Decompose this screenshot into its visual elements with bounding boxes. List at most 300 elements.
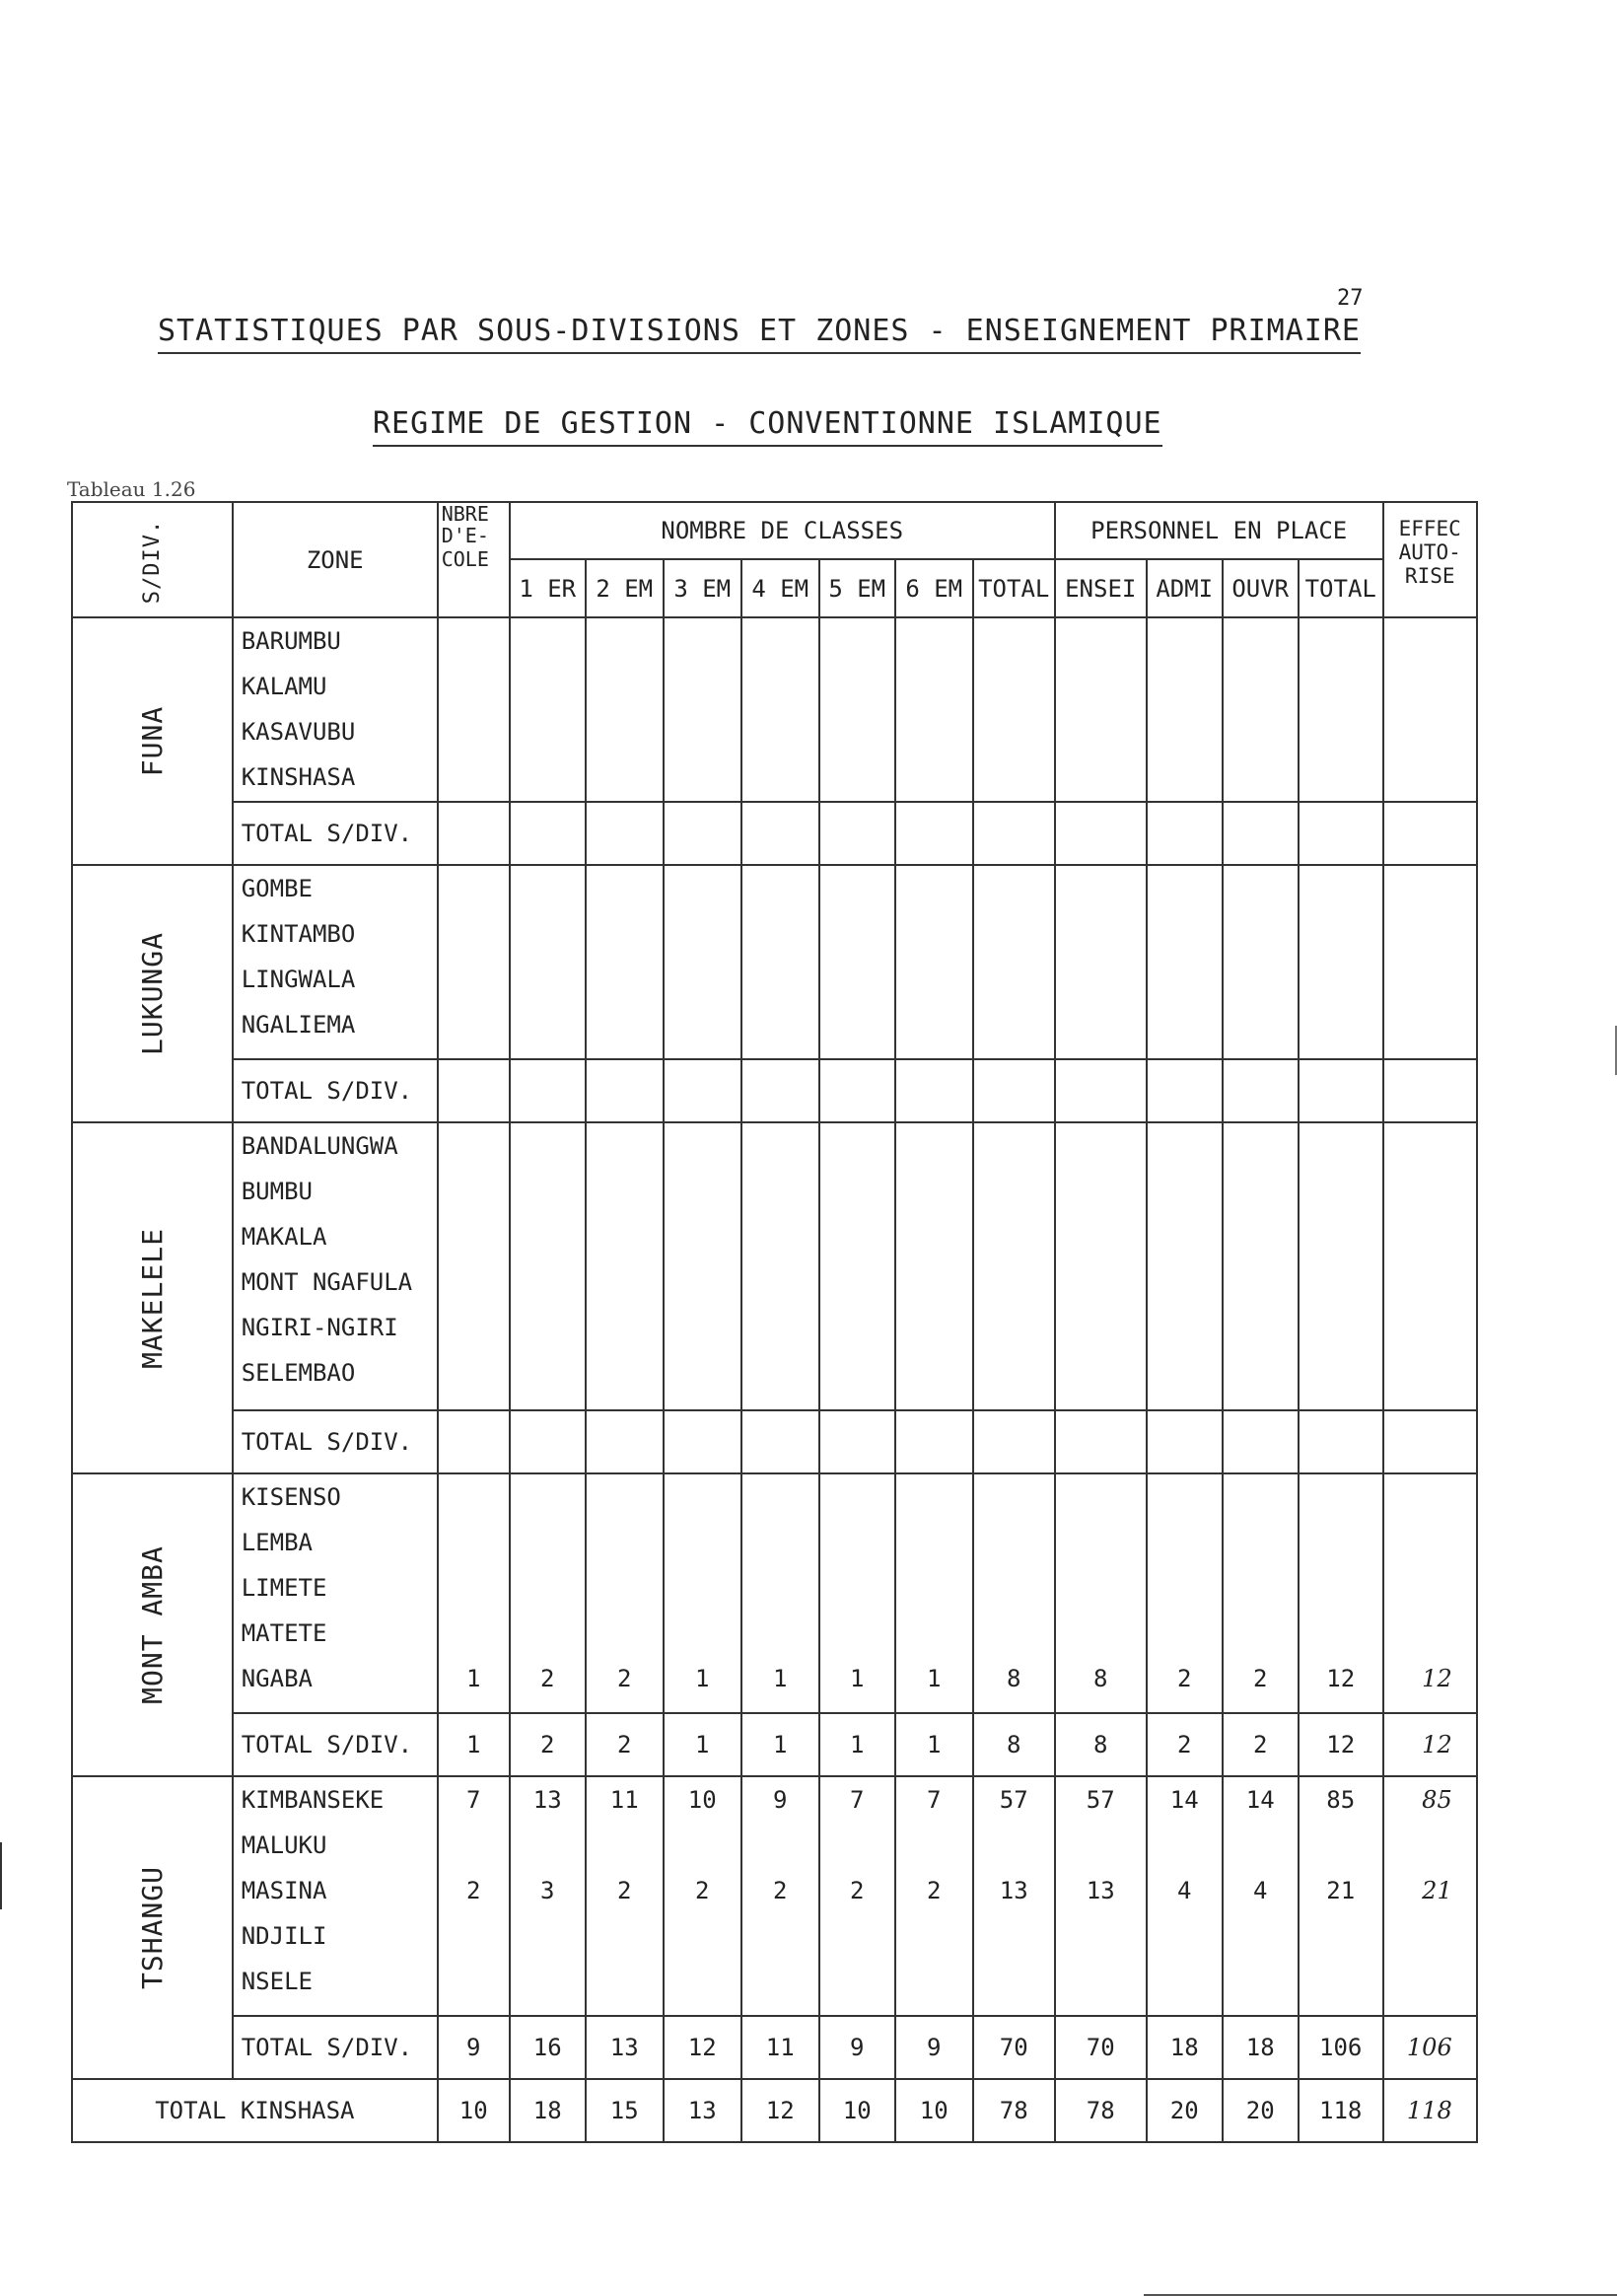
total-cell: 70 (973, 2016, 1055, 2079)
data-cell: 2 (926, 1877, 942, 1904)
data-column (664, 617, 741, 802)
data-cell (1056, 1913, 1146, 1959)
data-cell (896, 1474, 972, 1520)
data-cell (974, 1350, 1054, 1396)
zone-name: SELEMBAO (241, 1359, 356, 1387)
page-subtitle: REGIME DE GESTION - CONVENTIONNE ISLAMIQUE (373, 406, 1162, 447)
data-cell (665, 709, 740, 754)
data-cell (974, 1259, 1054, 1305)
total-cell: 2 (1223, 1713, 1299, 1776)
data-cell (665, 1611, 740, 1656)
data-cell (1384, 1823, 1452, 1868)
data-cell (1384, 1259, 1452, 1305)
data-cell: 2 (465, 1877, 481, 1904)
data-cell (1384, 709, 1452, 754)
data-cell (1148, 1259, 1222, 1305)
grand-total-row (72, 2079, 1477, 2142)
data-cell (1384, 1611, 1452, 1656)
subdivision-total-row (72, 1410, 1477, 1473)
data-cell: 8 (1006, 1665, 1021, 1692)
data-cell (1148, 1002, 1222, 1047)
zone-list (233, 1122, 438, 1410)
data-cell: 57 (1086, 1786, 1115, 1814)
data-cell: 11 (609, 1786, 639, 1814)
total-cell (510, 1059, 586, 1122)
data-cell (1056, 1611, 1146, 1656)
data-cell (1056, 754, 1146, 800)
data-column (741, 1122, 819, 1410)
data-column (1147, 1473, 1223, 1713)
data-cell: 21 (1326, 1877, 1356, 1904)
data-cell (1056, 911, 1146, 957)
data-cell (587, 866, 663, 911)
data-cell (742, 1565, 818, 1611)
data-cell (1384, 957, 1452, 1002)
data-cell: 1 (772, 1665, 788, 1692)
data-cell (1384, 1350, 1452, 1396)
data-cell (1148, 911, 1222, 957)
data-cell (511, 1565, 585, 1611)
grand-total-cell: 78 (973, 2079, 1055, 2142)
data-cell: 1 (465, 1665, 481, 1692)
total-cell: 12 (1299, 1713, 1383, 1776)
data-cell (896, 754, 972, 800)
zone-name: NSELE (241, 1968, 313, 1995)
data-cell (587, 911, 663, 957)
data-cell (820, 1474, 894, 1520)
data-cell (511, 957, 585, 1002)
data-cell (439, 1959, 509, 2004)
data-cell (974, 911, 1054, 957)
column-header: ADMI (1147, 559, 1223, 617)
data-column (438, 865, 510, 1059)
data-cell (742, 1520, 818, 1565)
column-header: TOTAL (973, 559, 1055, 617)
data-cell (1300, 664, 1382, 709)
data-column (586, 1122, 664, 1410)
data-cell: 57 (999, 1786, 1028, 1814)
data-cell: 4 (1252, 1877, 1268, 1904)
data-cell (742, 957, 818, 1002)
data-cell (1056, 1214, 1146, 1259)
total-cell (1223, 1059, 1299, 1122)
total-cell: 13 (586, 2016, 664, 2079)
zone-name: KISENSO (241, 1483, 341, 1511)
zone-name: MALUKU (241, 1831, 327, 1859)
total-cell (438, 1059, 510, 1122)
data-cell (742, 1259, 818, 1305)
data-cell (974, 1520, 1054, 1565)
data-cell (742, 1913, 818, 1959)
data-column (1055, 1473, 1147, 1713)
total-cell: 11 (741, 2016, 819, 2079)
data-column (973, 1473, 1055, 1713)
data-cell (1148, 1520, 1222, 1565)
total-cell: 2 (510, 1713, 586, 1776)
data-cell (1056, 1305, 1146, 1350)
data-column (1299, 617, 1383, 802)
data-cell (665, 1474, 740, 1520)
data-cell (896, 1214, 972, 1259)
zone-name: KIMBANSEKE (241, 1786, 385, 1814)
data-cell (896, 1565, 972, 1611)
data-cell (665, 754, 740, 800)
grand-total-cell: 78 (1055, 2079, 1147, 2142)
data-cell (820, 911, 894, 957)
data-cell (820, 1123, 894, 1169)
total-cell (586, 1059, 664, 1122)
data-cell (1224, 754, 1298, 800)
data-cell (896, 1959, 972, 2004)
data-cell (742, 664, 818, 709)
data-cell (1300, 1002, 1382, 1047)
data-column (510, 1473, 586, 1713)
grand-total-cell: 20 (1147, 2079, 1223, 2142)
data-cell: 12 (1422, 1665, 1452, 1692)
data-cell (587, 1350, 663, 1396)
data-column (895, 1122, 973, 1410)
total-cell (664, 1059, 741, 1122)
grand-total-cell: 118 (1383, 2079, 1477, 2142)
data-column (1055, 865, 1147, 1059)
data-cell (587, 1259, 663, 1305)
data-cell (587, 664, 663, 709)
total-cell (510, 802, 586, 865)
data-cell (1148, 618, 1222, 664)
data-cell (1384, 1959, 1452, 2004)
data-cell: 2 (616, 1877, 632, 1904)
zone-name: BUMBU (241, 1178, 313, 1205)
data-cell (439, 618, 509, 664)
data-cell (820, 1520, 894, 1565)
subdivision-total-row (72, 2016, 1477, 2079)
data-column (510, 865, 586, 1059)
data-cell (439, 1913, 509, 1959)
zone-name: GOMBE (241, 875, 313, 902)
data-cell (1300, 1169, 1382, 1214)
zone-list (233, 1776, 438, 2016)
zone-name: KALAMU (241, 673, 327, 700)
data-cell (511, 1913, 585, 1959)
zone-name: MATETE (241, 1619, 327, 1647)
data-cell (896, 1123, 972, 1169)
data-cell (511, 866, 585, 911)
total-cell (1383, 802, 1477, 865)
data-column (895, 1776, 973, 2016)
data-cell (1300, 1913, 1382, 1959)
data-cell (511, 1214, 585, 1259)
total-cell: 12 (1383, 1713, 1477, 1776)
data-cell (511, 1169, 585, 1214)
data-cell (820, 618, 894, 664)
data-column (1147, 617, 1223, 802)
data-cell (974, 1214, 1054, 1259)
subdivision-name: MAKELELE (72, 1122, 233, 1473)
sdiv-header: S/DIV. (72, 502, 233, 617)
data-cell (974, 957, 1054, 1002)
data-cell (1148, 1305, 1222, 1350)
data-cell (974, 1474, 1054, 1520)
data-cell (511, 911, 585, 957)
data-cell (820, 1913, 894, 1959)
column-header: ENSEI (1055, 559, 1147, 617)
data-cell (587, 1611, 663, 1656)
data-cell (1224, 1259, 1298, 1305)
data-column (973, 617, 1055, 802)
data-cell (820, 866, 894, 911)
zone-name: NDJILI (241, 1922, 327, 1950)
data-cell (665, 1913, 740, 1959)
total-cell: 1 (819, 1713, 895, 1776)
total-cell: 9 (895, 2016, 973, 2079)
data-cell (587, 1913, 663, 1959)
data-cell (1300, 1474, 1382, 1520)
data-column (1299, 1122, 1383, 1410)
data-column (1055, 1122, 1147, 1410)
data-cell (1224, 709, 1298, 754)
data-cell (1300, 1214, 1382, 1259)
data-cell (1224, 1123, 1298, 1169)
data-cell (742, 1474, 818, 1520)
total-cell: 1 (741, 1713, 819, 1776)
total-cell (973, 802, 1055, 865)
data-column (1055, 617, 1147, 802)
total-cell (1147, 802, 1223, 865)
data-cell (1148, 866, 1222, 911)
data-cell (1384, 1474, 1452, 1520)
data-cell: 13 (1086, 1877, 1115, 1904)
data-cell (1224, 1474, 1298, 1520)
zone-header: ZONE (233, 502, 438, 617)
data-cell (665, 911, 740, 957)
total-cell: 8 (1055, 1713, 1147, 1776)
data-column (664, 865, 741, 1059)
data-column (1223, 865, 1299, 1059)
data-cell (665, 957, 740, 1002)
total-cell (438, 802, 510, 865)
data-cell (974, 618, 1054, 664)
data-cell: 14 (1169, 1786, 1199, 1814)
data-column (586, 1473, 664, 1713)
data-cell (896, 1169, 972, 1214)
zone-list (233, 1473, 438, 1713)
total-cell (1055, 802, 1147, 865)
total-cell (586, 1410, 664, 1473)
data-cell (974, 1123, 1054, 1169)
data-cell (1056, 664, 1146, 709)
data-cell (1148, 1959, 1222, 2004)
data-cell (742, 618, 818, 664)
table-reference: Tableau 1.26 (67, 477, 196, 501)
data-column (1383, 1122, 1477, 1410)
data-cell (820, 1565, 894, 1611)
data-cell (974, 1169, 1054, 1214)
total-cell: 1 (438, 1713, 510, 1776)
data-cell (511, 1259, 585, 1305)
data-column (1223, 1776, 1299, 2016)
total-cell (973, 1059, 1055, 1122)
data-cell (587, 1214, 663, 1259)
subdivision-total-row (72, 1713, 1477, 1776)
data-column (1223, 1473, 1299, 1713)
data-column (895, 865, 973, 1059)
total-cell: 1 (664, 1713, 741, 1776)
data-column (664, 1122, 741, 1410)
data-cell (820, 1259, 894, 1305)
data-column (1223, 617, 1299, 802)
data-column (586, 1776, 664, 2016)
data-cell (439, 754, 509, 800)
column-header: 4 EM (741, 559, 819, 617)
data-cell (974, 1565, 1054, 1611)
data-cell (1148, 1474, 1222, 1520)
data-cell (439, 664, 509, 709)
data-column (1299, 1776, 1383, 2016)
data-cell (511, 1959, 585, 2004)
data-cell (511, 1002, 585, 1047)
data-cell (1300, 911, 1382, 957)
data-column (1223, 1122, 1299, 1410)
data-cell (511, 618, 585, 664)
data-cell (1056, 1259, 1146, 1305)
data-cell (511, 1823, 585, 1868)
data-cell (1224, 618, 1298, 664)
data-cell (511, 1123, 585, 1169)
data-cell (587, 1823, 663, 1868)
total-cell (895, 802, 973, 865)
data-cell (742, 1823, 818, 1868)
data-cell (1148, 1214, 1222, 1259)
data-column (1147, 865, 1223, 1059)
data-cell (1148, 1169, 1222, 1214)
total-cell (1383, 1059, 1477, 1122)
grand-total-cell: 10 (438, 2079, 510, 2142)
data-cell (1056, 1959, 1146, 2004)
data-cell (742, 866, 818, 911)
data-column (819, 1473, 895, 1713)
subdivision-total-row (72, 1059, 1477, 1122)
data-cell (1300, 1350, 1382, 1396)
zone-name: NGIRI-NGIRI (241, 1314, 398, 1341)
data-cell (665, 1214, 740, 1259)
total-sdiv-label: TOTAL S/DIV. (233, 802, 438, 865)
data-cell (1384, 664, 1452, 709)
data-cell: 1 (926, 1665, 942, 1692)
zone-name: KINTAMBO (241, 920, 356, 948)
data-cell (974, 709, 1054, 754)
data-cell (1384, 866, 1452, 911)
total-cell (586, 802, 664, 865)
data-cell (896, 709, 972, 754)
data-cell: 21 (1422, 1877, 1452, 1904)
subdivision-name: LUKUNGA (72, 865, 233, 1122)
data-cell: 1 (849, 1665, 865, 1692)
data-cell (1300, 754, 1382, 800)
subdivision-total-row (72, 802, 1477, 865)
total-cell: 2 (1147, 1713, 1223, 1776)
data-cell (439, 1002, 509, 1047)
data-cell: 12 (1326, 1665, 1356, 1692)
data-cell (587, 1169, 663, 1214)
data-cell (1224, 1520, 1298, 1565)
data-cell (742, 754, 818, 800)
data-cell (1300, 1520, 1382, 1565)
grand-total-cell: 10 (895, 2079, 973, 2142)
data-cell (1384, 911, 1452, 957)
data-cell (1224, 911, 1298, 957)
data-cell (1056, 1169, 1146, 1214)
data-cell (1224, 1823, 1298, 1868)
data-cell: 8 (1092, 1665, 1108, 1692)
data-cell (1300, 1565, 1382, 1611)
zone-name: KASAVUBU (241, 718, 356, 746)
data-cell (1384, 1169, 1452, 1214)
total-cell: 18 (1147, 2016, 1223, 2079)
total-cell: 9 (438, 2016, 510, 2079)
subdivision-block (72, 865, 1477, 1059)
data-column (438, 1473, 510, 1713)
data-cell (896, 618, 972, 664)
data-cell (439, 1214, 509, 1259)
data-cell (1224, 866, 1298, 911)
data-column (438, 1776, 510, 2016)
total-sdiv-label: TOTAL S/DIV. (233, 2016, 438, 2079)
data-cell (439, 957, 509, 1002)
grand-total-cell: 118 (1299, 2079, 1383, 2142)
data-column (1383, 865, 1477, 1059)
zone-name: MASINA (241, 1877, 327, 1904)
data-cell (587, 1474, 663, 1520)
data-column (664, 1776, 741, 2016)
data-column (438, 1122, 510, 1410)
grand-total-label: TOTAL KINSHASA (72, 2079, 438, 2142)
data-cell (665, 1002, 740, 1047)
classes-group-header: NOMBRE DE CLASSES (510, 502, 1055, 559)
data-cell (439, 1520, 509, 1565)
total-cell (819, 802, 895, 865)
data-cell (742, 1305, 818, 1350)
data-cell (1056, 1123, 1146, 1169)
data-cell (1148, 1565, 1222, 1611)
total-cell (819, 1410, 895, 1473)
total-cell (510, 1410, 586, 1473)
data-cell (511, 1611, 585, 1656)
data-cell (439, 1611, 509, 1656)
data-cell (587, 1959, 663, 2004)
data-cell (820, 1214, 894, 1259)
data-cell (587, 1520, 663, 1565)
data-cell (742, 1123, 818, 1169)
data-cell (974, 1305, 1054, 1350)
data-cell (896, 1520, 972, 1565)
data-column (1147, 1776, 1223, 2016)
data-cell: 7 (849, 1786, 865, 1814)
data-cell (439, 709, 509, 754)
data-cell (665, 618, 740, 664)
data-cell: 13 (532, 1786, 562, 1814)
total-cell (895, 1059, 973, 1122)
data-cell (1224, 1169, 1298, 1214)
data-cell (665, 1565, 740, 1611)
data-column (895, 1473, 973, 1713)
data-cell (1384, 1002, 1452, 1047)
total-cell: 18 (1223, 2016, 1299, 2079)
column-header: TOTAL (1299, 559, 1383, 617)
column-header: 3 EM (664, 559, 741, 617)
data-cell (1384, 1565, 1452, 1611)
data-column (586, 617, 664, 802)
data-cell (1056, 1565, 1146, 1611)
